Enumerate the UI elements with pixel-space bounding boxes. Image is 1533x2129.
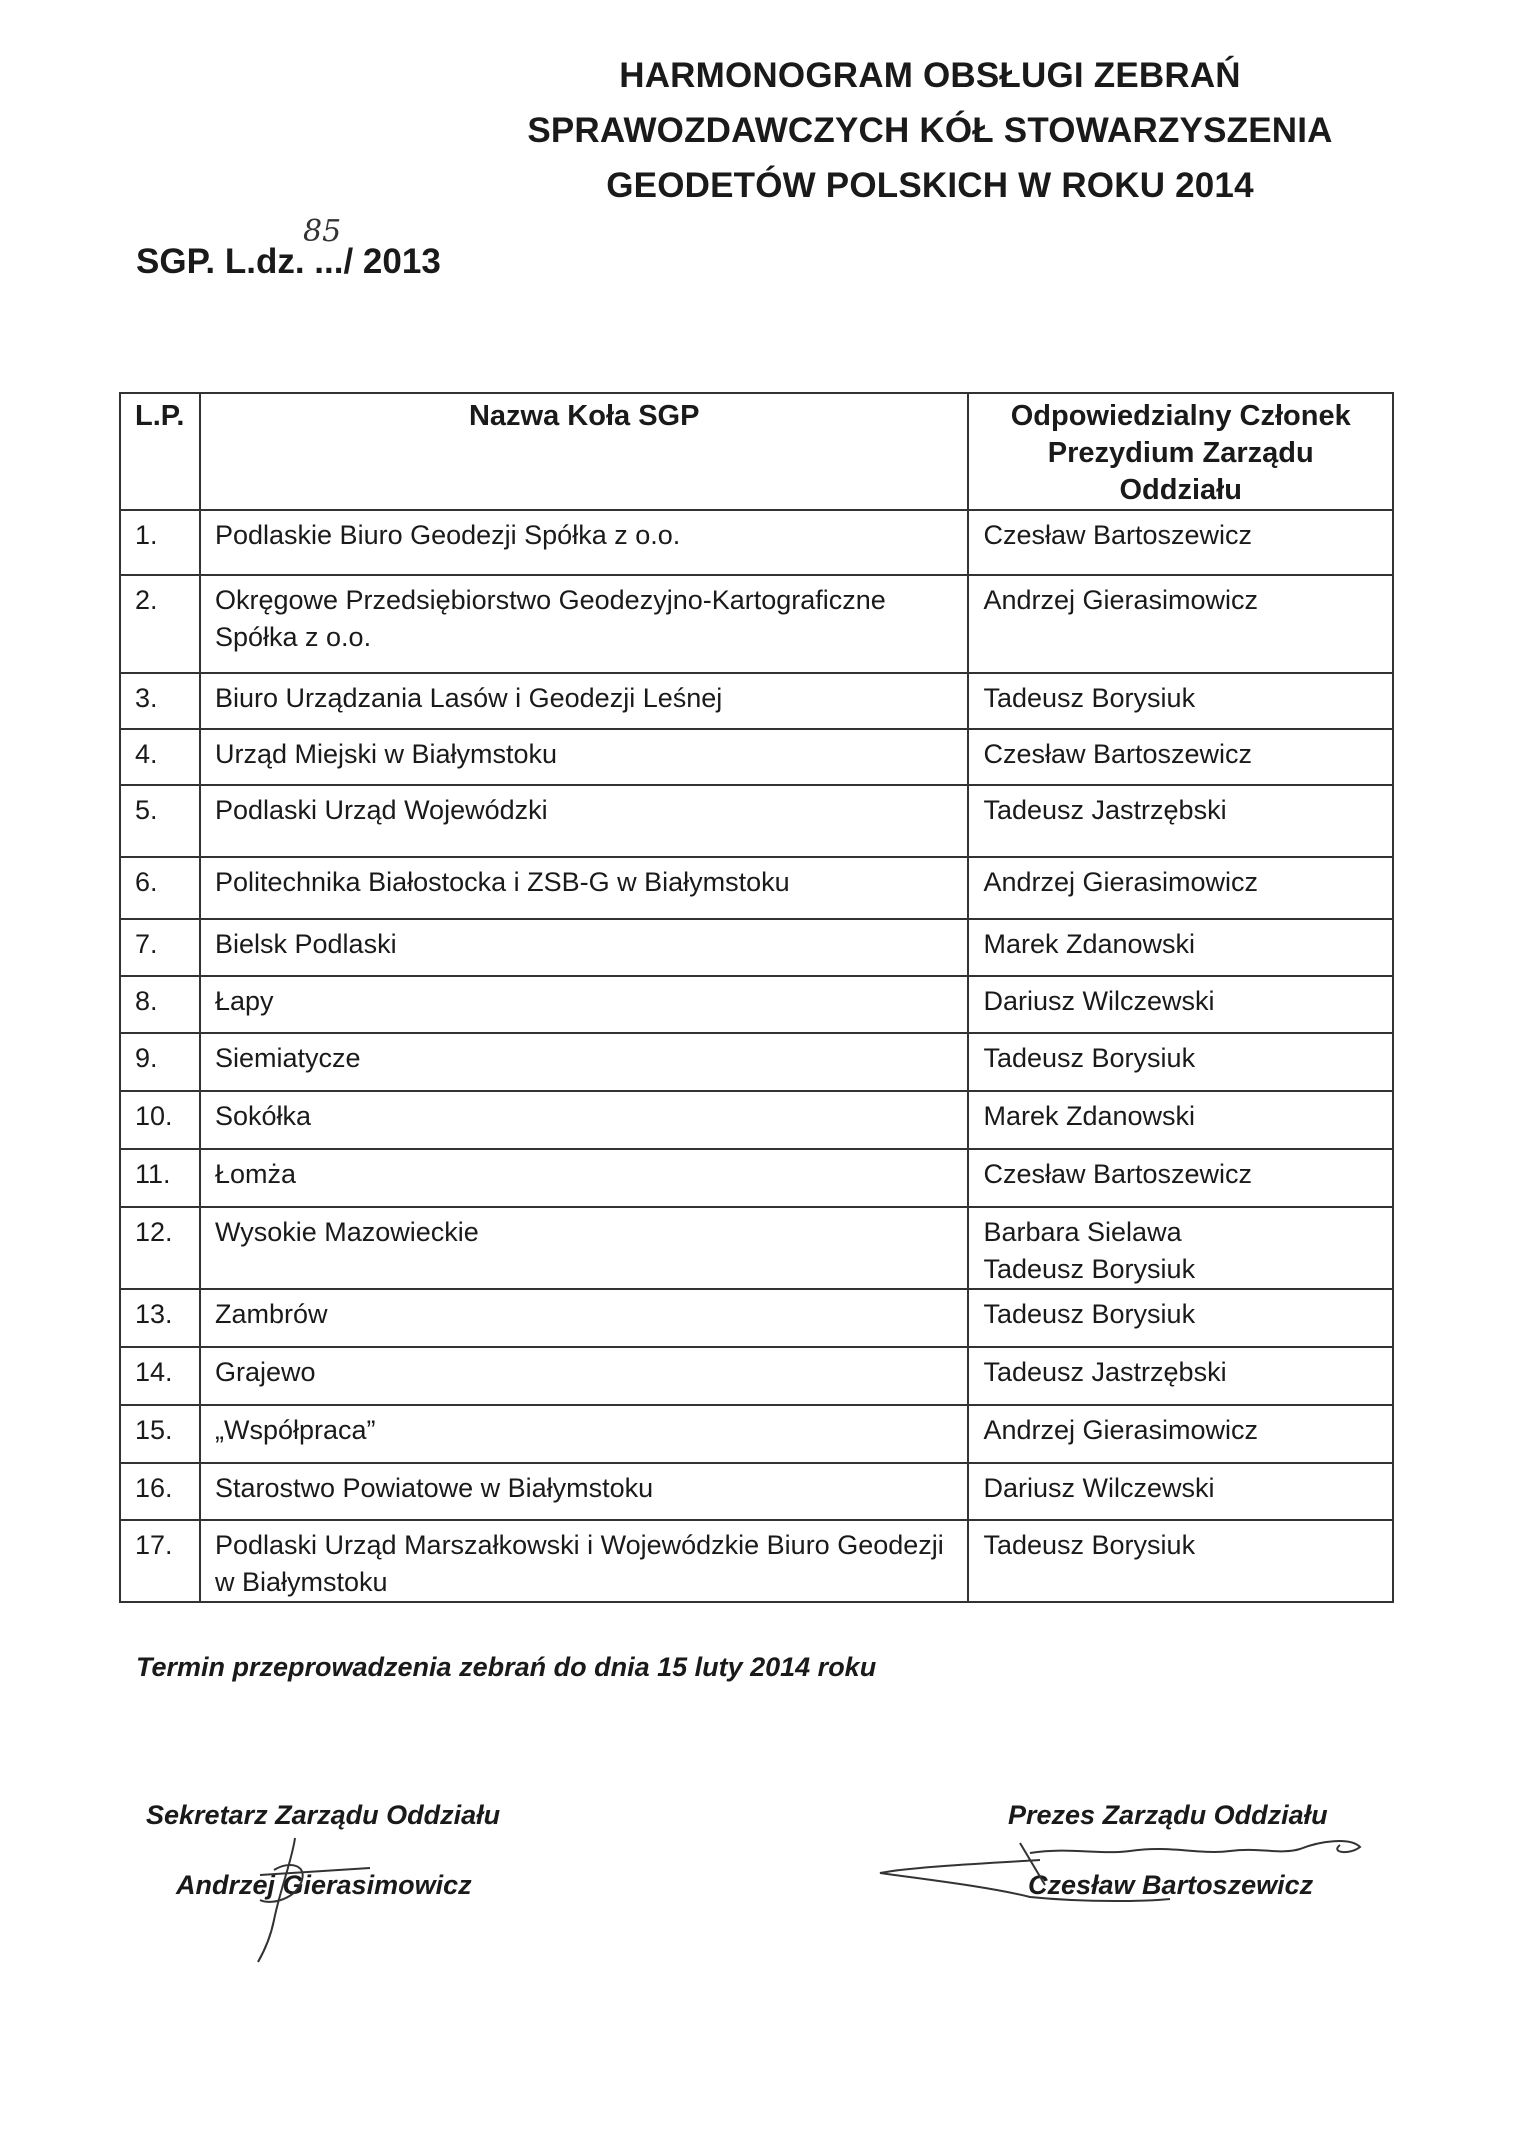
table-row: [120, 1405, 1393, 1463]
cell-responsible: [968, 673, 1393, 729]
signature-role-right: Prezes Zarządu Oddziału: [1008, 1800, 1328, 1830]
table-row: [120, 1207, 1393, 1289]
cell-responsible: [968, 919, 1393, 976]
cell-lp: 3.: [120, 673, 200, 729]
responsible-person: Czesław Bartoszewicz: [983, 739, 1253, 769]
responsible-person: Czesław Bartoszewicz: [983, 520, 1253, 550]
table-row: [120, 510, 1393, 575]
ref-handwritten-number: 85: [303, 214, 342, 249]
cell-name: Okręgowe Przedsiębiorstwo Geodezyjno-Kartograficzne Spółka z o.o.: [200, 575, 968, 673]
cell-name: Podlaski Urząd Wojewódzki: [200, 785, 968, 857]
schedule-table: [119, 392, 1394, 1603]
table-row: [120, 1091, 1393, 1149]
table-row: [120, 1463, 1393, 1520]
responsible-person: Andrzej Gierasimowicz: [983, 867, 1259, 897]
responsible-person: Barbara Sielawa: [983, 1217, 1182, 1247]
responsible-person: Tadeusz Borysiuk: [983, 1043, 1196, 1073]
cell-responsible: [968, 976, 1393, 1033]
cell-lp: 14.: [120, 1347, 200, 1405]
cell-responsible: [968, 729, 1393, 785]
table-header-row: [120, 393, 1393, 510]
cell-name: Wysokie Mazowieckie: [200, 1207, 968, 1289]
cell-lp: 4.: [120, 729, 200, 785]
responsible-person: Andrzej Gierasimowicz: [983, 1415, 1259, 1445]
cell-responsible: [968, 857, 1393, 919]
cell-lp: 7.: [120, 919, 200, 976]
cell-name: Podlaski Urząd Marszałkowski i Wojewódzkie Biuro Geodezji w Białymstoku: [200, 1520, 968, 1602]
cell-lp: 15.: [120, 1405, 200, 1463]
cell-responsible: [968, 1463, 1393, 1520]
cell-responsible: [968, 785, 1393, 857]
cell-name: Starostwo Powiatowe w Białymstoku: [200, 1463, 968, 1520]
reference-number: [136, 214, 441, 282]
responsible-person: Tadeusz Jastrzębski: [983, 1357, 1227, 1387]
table-row: [120, 575, 1393, 673]
deadline-note: Termin przeprowadzenia zebrań do dnia 15 luty 2014 roku: [136, 1652, 877, 1682]
header-lp: L.P.: [120, 393, 200, 510]
cell-name: „Współpraca”: [200, 1405, 968, 1463]
cell-name: Urząd Miejski w Białymstoku: [200, 729, 968, 785]
cell-lp: 8.: [120, 976, 200, 1033]
table-row: [120, 976, 1393, 1033]
table-row: [120, 785, 1393, 857]
responsible-person: Dariusz Wilczewski: [983, 986, 1215, 1016]
table-row: [120, 1289, 1393, 1347]
cell-responsible: [968, 1520, 1393, 1602]
cell-name: Podlaskie Biuro Geodezji Spółka z o.o.: [200, 510, 968, 575]
cell-name: Politechnika Białostocka i ZSB-G w Białymstoku: [200, 857, 968, 919]
cell-lp: 1.: [120, 510, 200, 575]
table-row: [120, 1347, 1393, 1405]
signature-name-right: Czesław Bartoszewicz: [1028, 1870, 1314, 1900]
cell-name: Łomża: [200, 1149, 968, 1207]
table-row: [120, 1520, 1393, 1602]
cell-lp: 11.: [120, 1149, 200, 1207]
table-row: [120, 1149, 1393, 1207]
cell-lp: 2.: [120, 575, 200, 673]
responsible-person: Tadeusz Borysiuk: [983, 1530, 1196, 1560]
cell-lp: 17.: [120, 1520, 200, 1602]
cell-responsible: [968, 1289, 1393, 1347]
cell-lp: 5.: [120, 785, 200, 857]
table-row: [120, 857, 1393, 919]
document-title: [500, 48, 1360, 213]
cell-lp: 12.: [120, 1207, 200, 1289]
table-row: [120, 729, 1393, 785]
responsible-person: Tadeusz Jastrzębski: [983, 795, 1227, 825]
cell-responsible: [968, 1033, 1393, 1091]
title-line-1: HARMONOGRAM OBSŁUGI ZEBRAŃ: [619, 56, 1241, 95]
header-name: Nazwa Koła SGP: [200, 393, 968, 510]
signature-block-left: [146, 1800, 501, 1900]
cell-name: Bielsk Podlaski: [200, 919, 968, 976]
table-row: [120, 919, 1393, 976]
cell-lp: 10.: [120, 1091, 200, 1149]
ref-prefix: SGP. L.dz. ...: [136, 242, 344, 281]
table-row: [120, 1033, 1393, 1091]
signature-name-left: Andrzej Gierasimowicz: [176, 1870, 472, 1900]
ref-suffix: / 2013: [343, 242, 441, 281]
header-responsible: Odpowiedzialny Członek Prezydium Zarządu Oddziału: [968, 393, 1393, 510]
table-row: [120, 673, 1393, 729]
cell-responsible: [968, 1207, 1393, 1289]
responsible-person: Tadeusz Borysiuk: [983, 683, 1196, 713]
cell-lp: 13.: [120, 1289, 200, 1347]
cell-responsible: [968, 1347, 1393, 1405]
cell-responsible: [968, 1405, 1393, 1463]
responsible-person: Dariusz Wilczewski: [983, 1473, 1215, 1503]
cell-name: Siemiatycze: [200, 1033, 968, 1091]
responsible-person: Tadeusz Borysiuk: [983, 1299, 1196, 1329]
cell-lp: 9.: [120, 1033, 200, 1091]
responsible-person: Andrzej Gierasimowicz: [983, 585, 1259, 615]
responsible-person: Marek Zdanowski: [983, 1101, 1196, 1131]
cell-responsible: [968, 575, 1393, 673]
responsible-person: Marek Zdanowski: [983, 929, 1196, 959]
cell-responsible: [968, 510, 1393, 575]
signature-block-right: [1008, 1800, 1328, 1900]
cell-lp: 16.: [120, 1463, 200, 1520]
responsible-person: Czesław Bartoszewicz: [983, 1159, 1253, 1189]
cell-name: Grajewo: [200, 1347, 968, 1405]
cell-name: Biuro Urządzania Lasów i Geodezji Leśnej: [200, 673, 968, 729]
title-line-3: GEODETÓW POLSKICH W ROKU 2014: [606, 166, 1254, 205]
cell-name: Łapy: [200, 976, 968, 1033]
cell-responsible: [968, 1149, 1393, 1207]
responsible-person-2: Tadeusz Borysiuk: [983, 1254, 1196, 1284]
cell-name: Zambrów: [200, 1289, 968, 1347]
signature-role-left: Sekretarz Zarządu Oddziału: [146, 1800, 501, 1830]
cell-responsible: [968, 1091, 1393, 1149]
cell-lp: 6.: [120, 857, 200, 919]
cell-name: Sokółka: [200, 1091, 968, 1149]
title-line-2: SPRAWOZDAWCZYCH KÓŁ STOWARZYSZENIA: [527, 111, 1333, 150]
